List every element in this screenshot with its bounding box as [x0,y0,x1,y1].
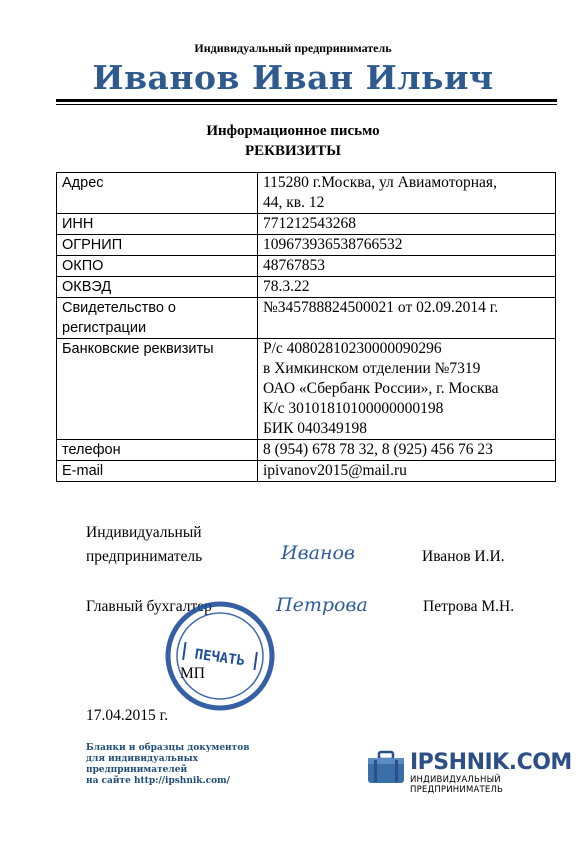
requisite-label-line: ОГРНИП [62,237,123,253]
document-title-line: Информационное письмо [206,123,380,139]
requisite-value-line: ОАО «Сбербанк России», г. Москва [263,380,499,397]
requisite-value-line: К/с 30101810100000000198 [263,400,444,417]
header-kicker: Индивидуальный предприниматель [194,41,392,55]
requisite-row [57,277,556,298]
ip-name: Иванов И.И. [422,548,505,565]
requisite-value [258,214,556,235]
requisite-label [57,461,258,482]
requisite-label-line: ИНН [62,216,94,232]
requisite-value-line: ipivanov2015@mail.ru [263,462,407,479]
requisite-value [258,277,556,298]
requisite-value-line: 78.3.22 [263,278,310,295]
requisite-value-line: №345788824500021 от 02.09.2014 г. [263,299,499,316]
header-rule-thick [56,99,557,102]
requisite-label [57,339,258,440]
requisite-label-line: ОКВЭД [62,279,112,295]
ip-role-line1: Индивидуальный [86,524,202,541]
requisite-value [258,298,556,339]
mp-label: МП [180,665,205,682]
requisite-row [57,339,556,440]
seal-stamp [164,600,276,712]
footer-note-line: для индивидуальных [86,754,199,764]
briefcase-icon [366,750,406,786]
requisite-row [57,235,556,256]
requisite-row [57,298,556,339]
requisite-label-line: Банковские реквизиты [62,341,214,357]
requisite-row [57,256,556,277]
requisite-row [57,440,556,461]
document-date: 17.04.2015 г. [86,707,169,724]
requisite-value [258,173,556,214]
requisite-label [57,173,258,214]
requisite-value-line: 44, кв. 12 [263,194,325,211]
requisite-value-line: 8 (954) 678 78 32, 8 (925) 456 76 23 [263,441,493,458]
stamp-text: ПЕЧАТЬ [193,646,246,670]
ip-role-label [86,521,202,569]
requisite-label-line: телефон [62,442,121,458]
requisite-value-line: 48767853 [263,257,325,274]
footer-note [86,743,306,787]
requisite-label-line: ОКПО [62,258,104,274]
requisite-row [57,461,556,482]
requisite-label-line: Адрес [62,175,104,191]
requisite-label [57,235,258,256]
entrepreneur-name: Иванов Иван Ильич [92,58,494,97]
requisite-label [57,256,258,277]
accountant-role: Главный бухгалтер [86,598,212,615]
requisite-value-line: 771212543268 [263,215,356,232]
footer-note-line: предпринимателей [86,765,188,775]
requisite-value [258,461,556,482]
requisite-row [57,214,556,235]
requisite-value-line: в Химкинском отделении №7319 [263,360,481,377]
requisite-value [258,256,556,277]
accountant-signature: Петрова [276,594,368,616]
ip-signature: Иванов [281,542,355,564]
requisite-value-line: 109673936538766532 [263,236,403,253]
requisite-value-line: БИК 040349198 [263,420,368,437]
site-logo-subtitle: ИНДИВИДУАЛЬНЫЙ ПРЕДПРИНИМАТЕЛЬ [410,775,504,795]
requisite-value [258,235,556,256]
header-rule-thin [56,104,557,105]
site-logo: IPSHNIK.COM [410,750,572,775]
accountant-name: Петрова М.Н. [423,598,515,615]
requisite-label-line: Свидетельство о [62,300,176,316]
requisites-table [56,172,556,482]
requisite-label [57,214,258,235]
requisite-value-line: Р/с 40802810230000090296 [263,340,442,357]
requisite-label-line: регистрации [62,320,147,336]
footer-note-line: Бланки и образцы документов [86,743,250,753]
requisite-value [258,440,556,461]
requisite-label [57,298,258,339]
requisite-label [57,277,258,298]
requisite-row [57,173,556,214]
requisite-value [258,339,556,440]
requisite-label-line: E-mail [62,463,104,479]
footer-note-line: на сайте http://ipshnik.com/ [86,776,230,786]
document-title [0,121,586,161]
document-subtitle: РЕКВИЗИТЫ [244,143,342,159]
ip-role-line2: предприниматель [86,548,203,565]
requisite-value-line: 115280 г.Москва, ул Авиамоторная, [263,174,497,191]
requisite-label [57,440,258,461]
